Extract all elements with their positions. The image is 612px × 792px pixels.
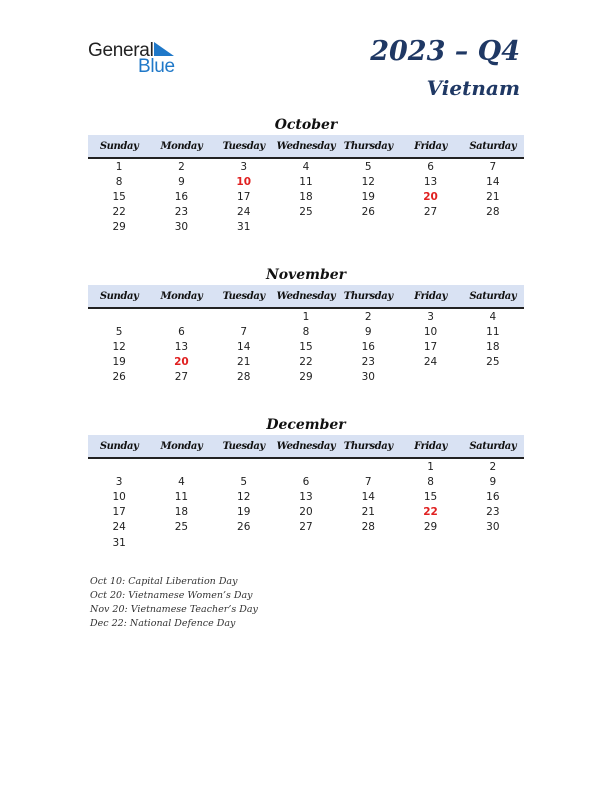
weekday-label: Friday — [414, 290, 447, 302]
month-block — [88, 116, 524, 235]
day-cell: 27 — [299, 521, 313, 534]
weekday-label: Monday — [160, 440, 203, 452]
day-cell: 27 — [423, 206, 438, 219]
day-cell: 6 — [178, 325, 185, 338]
day-cell: 15 — [112, 190, 126, 203]
day-cell: 14 — [486, 175, 500, 188]
day-cell: 31 — [237, 221, 251, 234]
day-cell: 21 — [361, 506, 375, 519]
weekday-label: Tuesday — [222, 140, 265, 152]
day-cell: 9 — [364, 325, 372, 338]
page-title: 2023 – Q4 — [370, 36, 520, 67]
day-cell: 10 — [112, 490, 126, 503]
country-name: Vietnam — [426, 76, 520, 100]
day-cell: 23 — [486, 506, 500, 519]
day-cell: 13 — [174, 340, 189, 353]
day-cell: 3 — [115, 475, 123, 488]
day-cell: 30 — [361, 371, 375, 384]
day-cell: 17 — [112, 506, 126, 519]
holiday-list — [90, 575, 258, 631]
weekday-label: Thursday — [343, 140, 393, 152]
day-cell: 3 — [427, 310, 434, 323]
logo-triangle-icon — [154, 42, 176, 60]
generalblue-logo — [88, 40, 188, 80]
day-cell: 26 — [237, 521, 251, 534]
day-cell: 19 — [237, 506, 251, 519]
week-row — [88, 459, 524, 474]
week-row — [88, 205, 524, 220]
day-cell: 17 — [423, 340, 438, 353]
day-cell: 28 — [237, 371, 251, 384]
week-row — [88, 189, 524, 204]
day-cell: 2 — [489, 460, 497, 473]
logo-general-text: General — [88, 40, 154, 61]
weekday-label: Sunday — [99, 440, 139, 452]
month-name: December — [266, 417, 346, 433]
holiday-day-cell: 10 — [236, 175, 252, 188]
day-cell: 8 — [115, 175, 123, 188]
week-row — [88, 220, 524, 235]
day-cell: 10 — [423, 325, 438, 338]
weekday-header-row — [88, 435, 524, 459]
day-cell: 12 — [112, 340, 126, 353]
week-row — [88, 505, 524, 520]
day-cell: 31 — [112, 536, 126, 549]
week-row — [88, 489, 524, 504]
day-cell: 26 — [361, 206, 375, 219]
day-cell: 21 — [486, 190, 500, 203]
day-cell: 30 — [486, 521, 500, 534]
weekday-label: Thursday — [343, 290, 393, 302]
holiday-item: Oct 10: Capital Liberation Day — [90, 576, 238, 587]
day-cell: 17 — [237, 190, 251, 203]
day-cell: 9 — [178, 175, 185, 188]
holiday-item: Nov 20: Vietnamese Teacher’s Day — [90, 604, 258, 615]
week-row — [88, 370, 524, 385]
week-row — [88, 474, 524, 489]
day-cell: 4 — [302, 160, 310, 173]
weekday-label: Wednesday — [276, 140, 336, 152]
day-cell: 9 — [489, 475, 497, 488]
day-cell: 25 — [486, 356, 500, 369]
day-cell: 22 — [299, 356, 313, 369]
day-cell: 14 — [361, 490, 375, 503]
month-block — [88, 416, 524, 550]
day-cell: 28 — [486, 206, 500, 219]
day-cell: 7 — [364, 475, 372, 488]
day-cell: 29 — [299, 371, 313, 384]
day-cell: 2 — [364, 310, 372, 323]
day-cell: 12 — [237, 490, 251, 503]
day-cell: 1 — [302, 310, 310, 323]
week-row — [88, 355, 524, 370]
week-row — [88, 520, 524, 535]
day-cell: 23 — [361, 356, 375, 369]
week-row — [88, 339, 524, 354]
day-cell: 13 — [299, 490, 313, 503]
day-cell: 7 — [489, 160, 497, 173]
day-cell: 4 — [178, 475, 185, 488]
day-cell: 25 — [299, 206, 313, 219]
weekday-label: Sunday — [99, 290, 139, 302]
day-cell: 13 — [423, 175, 438, 188]
day-cell: 24 — [112, 521, 126, 534]
weekday-label: Friday — [414, 440, 447, 452]
week-row — [88, 159, 524, 174]
day-cell: 7 — [240, 325, 248, 338]
weekday-label: Saturday — [469, 440, 517, 452]
day-cell: 21 — [237, 356, 251, 369]
day-cell: 20 — [299, 506, 313, 519]
weekday-label: Tuesday — [222, 440, 265, 452]
day-cell: 28 — [361, 521, 375, 534]
day-cell: 6 — [302, 475, 310, 488]
week-row — [88, 174, 524, 189]
day-cell: 19 — [361, 190, 375, 203]
day-cell: 24 — [237, 206, 251, 219]
holiday-item: Oct 20: Vietnamese Women’s Day — [90, 590, 253, 601]
day-cell: 3 — [240, 160, 248, 173]
day-cell: 25 — [174, 521, 189, 534]
weekday-label: Saturday — [469, 290, 517, 302]
day-cell: 27 — [174, 371, 189, 384]
day-cell: 29 — [423, 521, 438, 534]
day-cell: 5 — [115, 325, 123, 338]
weekday-label: Friday — [414, 140, 447, 152]
day-cell: 26 — [112, 371, 126, 384]
day-cell: 18 — [486, 340, 500, 353]
day-cell: 12 — [361, 175, 375, 188]
weekday-label: Wednesday — [276, 290, 336, 302]
day-cell: 15 — [423, 490, 438, 503]
day-cell: 2 — [178, 160, 185, 173]
day-cell: 23 — [174, 206, 189, 219]
day-cell: 8 — [302, 325, 310, 338]
day-cell: 8 — [427, 475, 434, 488]
day-cell: 14 — [237, 340, 251, 353]
weekday-label: Monday — [160, 290, 203, 302]
week-row — [88, 309, 524, 324]
weekday-label: Monday — [160, 140, 203, 152]
weekday-header-row — [88, 285, 524, 309]
holiday-day-cell: 20 — [423, 190, 438, 203]
day-cell: 16 — [174, 190, 189, 203]
weekday-header-row — [88, 135, 524, 159]
weekday-label: Saturday — [469, 140, 517, 152]
day-cell: 6 — [427, 160, 434, 173]
day-cell: 19 — [112, 356, 126, 369]
day-cell: 4 — [489, 310, 497, 323]
logo-blue-text: Blue — [138, 56, 175, 77]
day-cell: 5 — [240, 475, 248, 488]
month-name: November — [265, 267, 347, 283]
day-cell: 18 — [174, 506, 189, 519]
week-row — [88, 324, 524, 339]
day-cell: 18 — [299, 190, 313, 203]
day-cell: 11 — [486, 325, 500, 338]
day-cell: 11 — [174, 490, 189, 503]
day-cell: 22 — [112, 206, 126, 219]
day-cell: 11 — [299, 175, 313, 188]
day-cell: 29 — [112, 221, 126, 234]
week-row — [88, 535, 524, 550]
weekday-label: Tuesday — [222, 290, 265, 302]
weekday-label: Thursday — [343, 440, 393, 452]
weekday-label: Wednesday — [276, 440, 336, 452]
day-cell: 5 — [364, 160, 372, 173]
day-cell: 1 — [115, 160, 123, 173]
day-cell: 16 — [486, 490, 500, 503]
day-cell: 24 — [423, 356, 438, 369]
day-cell: 16 — [361, 340, 375, 353]
month-name: October — [274, 117, 338, 133]
month-block — [88, 266, 524, 385]
day-cell: 30 — [174, 221, 189, 234]
holiday-day-cell: 22 — [423, 506, 438, 519]
weekday-label: Sunday — [99, 140, 139, 152]
holiday-day-cell: 20 — [174, 356, 189, 369]
holiday-item: Dec 22: National Defence Day — [90, 618, 236, 629]
day-cell: 15 — [299, 340, 313, 353]
day-cell: 1 — [427, 460, 434, 473]
